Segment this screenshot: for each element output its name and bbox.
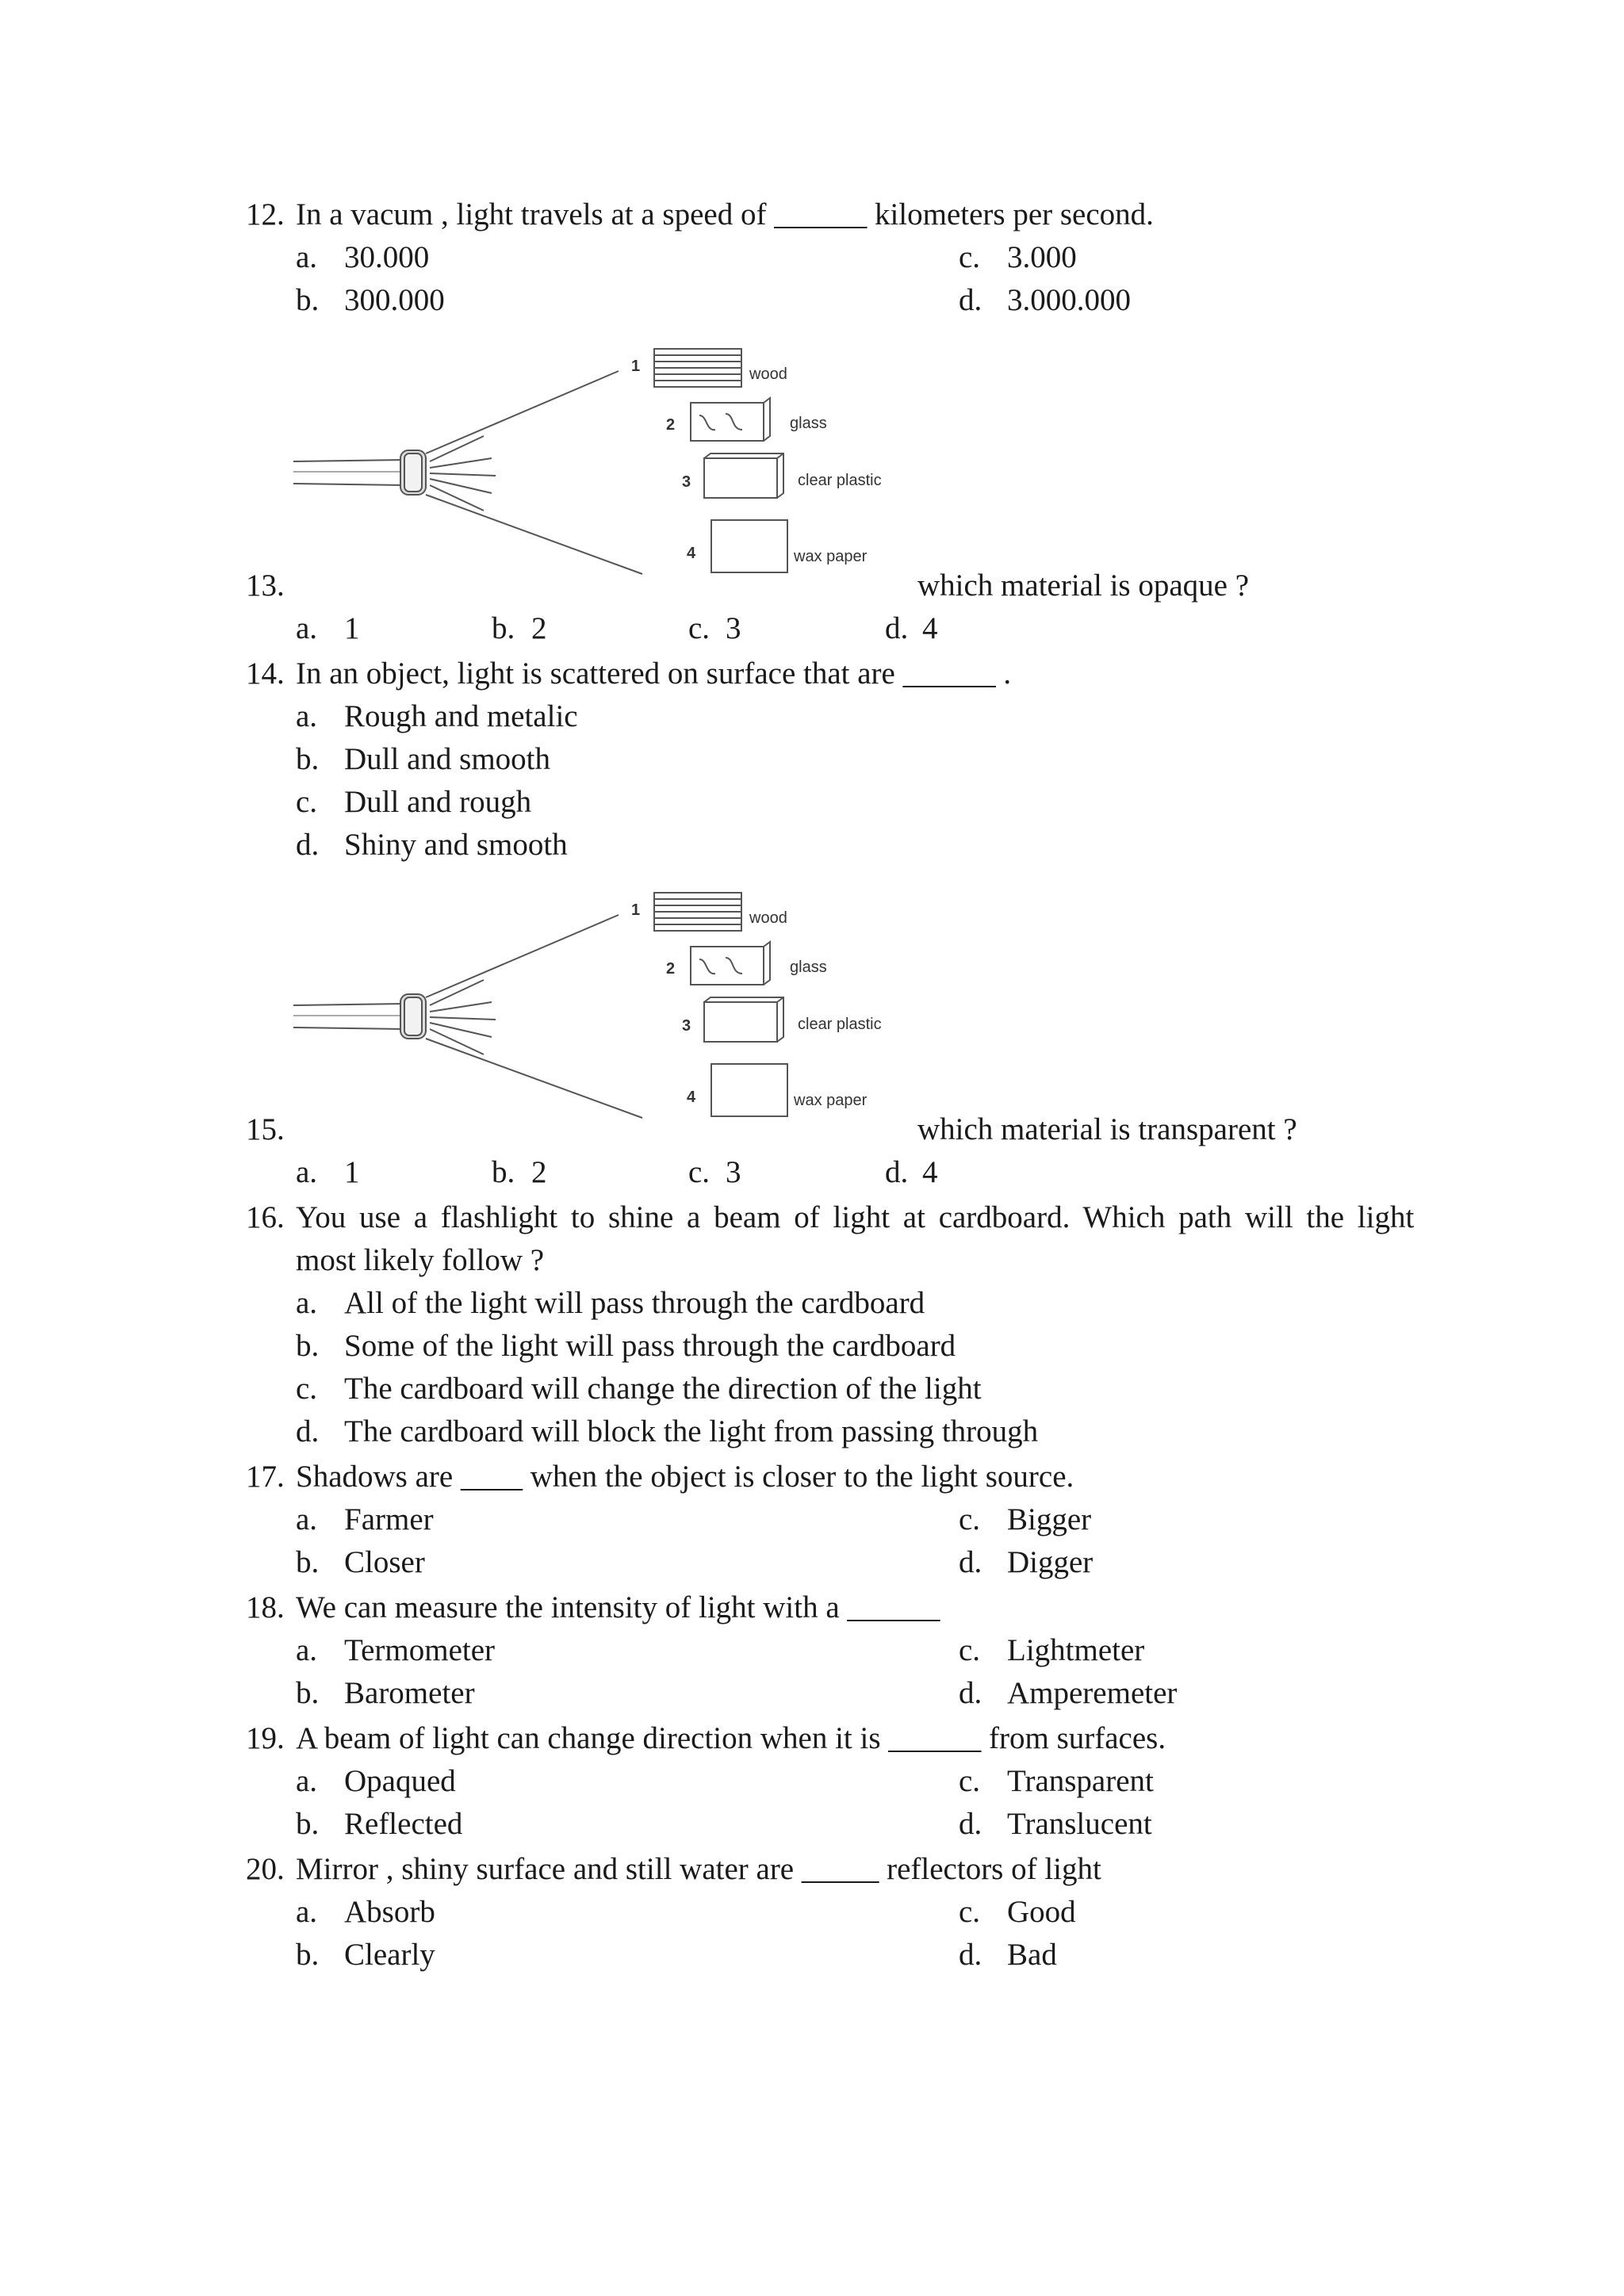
q20-option-d-text: Bad bbox=[1007, 1938, 1057, 1972]
question-12-number: 12. bbox=[246, 197, 285, 232]
q19-option-a-text: Opaqued bbox=[344, 1764, 456, 1798]
q15-option-a-letter: a. bbox=[296, 1155, 318, 1189]
q15-option-c-letter: c. bbox=[688, 1155, 710, 1189]
q19-option-a-letter: a. bbox=[296, 1764, 318, 1798]
q20-option-d-letter: d. bbox=[959, 1938, 982, 1972]
q14-option-d-letter: d. bbox=[296, 828, 320, 862]
diagram2-item-2-label: glass bbox=[790, 959, 827, 976]
question-13-number: 13. bbox=[246, 568, 285, 603]
flashlight-materials-diagram-2 bbox=[293, 886, 928, 1124]
diagram1-item-3-label: clear plastic bbox=[798, 472, 882, 489]
q16-option-c-letter: c. bbox=[296, 1372, 318, 1406]
diagram2-item-3-label: clear plastic bbox=[798, 1016, 882, 1033]
question-15-number: 15. bbox=[246, 1112, 285, 1146]
diagram1-item-2-number: 2 bbox=[666, 416, 676, 434]
q15-option-d-letter: d. bbox=[885, 1155, 909, 1189]
question-16-number: 16. bbox=[246, 1200, 285, 1234]
q13-option-d-letter: d. bbox=[885, 611, 909, 645]
q17-option-b-letter: b. bbox=[296, 1545, 320, 1579]
q15-option-a-text: 1 bbox=[344, 1155, 360, 1189]
question-17-text: Shadows are ____ when the object is closer to the light source. bbox=[296, 1460, 1074, 1494]
q16-option-a-letter: a. bbox=[296, 1286, 318, 1320]
diagram1-item-1-label: wood bbox=[749, 365, 787, 383]
diagram1-item-2-label: glass bbox=[790, 415, 827, 432]
q12-option-c-letter: c. bbox=[959, 240, 981, 274]
question-20-text: Mirror , shiny surface and still water are _____ reflectors of light bbox=[296, 1852, 1101, 1886]
q19-option-d-letter: d. bbox=[959, 1807, 982, 1841]
q14-option-d-text: Shiny and smooth bbox=[344, 828, 568, 862]
q16-option-d-letter: d. bbox=[296, 1414, 320, 1448]
q17-option-c-text: Bigger bbox=[1007, 1502, 1092, 1536]
q16-option-b-letter: b. bbox=[296, 1329, 320, 1363]
q18-option-d-letter: d. bbox=[959, 1676, 982, 1710]
flashlight-materials-diagram-1 bbox=[293, 342, 928, 580]
q14-option-a-text: Rough and metalic bbox=[344, 699, 578, 733]
q20-option-b-text: Clearly bbox=[344, 1938, 435, 1972]
q12-option-a-letter: a. bbox=[296, 240, 318, 274]
q13-option-c-letter: c. bbox=[688, 611, 710, 645]
question-19-number: 19. bbox=[246, 1721, 285, 1755]
q20-option-c-text: Good bbox=[1007, 1895, 1076, 1929]
q13-option-c-text: 3 bbox=[726, 611, 741, 645]
question-12-text: In a vacum , light travels at a speed of ______ kilometers per second. bbox=[296, 197, 1154, 232]
q15-option-b-letter: b. bbox=[492, 1155, 515, 1189]
q13-option-b-letter: b. bbox=[492, 611, 515, 645]
question-16-text-line1: You use a flashlight to shine a beam of light at cardboard. Which path will the light bbox=[296, 1200, 1415, 1234]
question-19-text: A beam of light can change direction when it is ______ from surfaces. bbox=[296, 1721, 1166, 1755]
question-15-text: which material is transparent ? bbox=[917, 1112, 1297, 1146]
question-13-text: which material is opaque ? bbox=[917, 568, 1250, 603]
diagram2-item-4-label: wax paper bbox=[794, 1092, 868, 1109]
q16-option-b-text: Some of the light will pass through the cardboard bbox=[344, 1329, 956, 1363]
q20-option-b-letter: b. bbox=[296, 1938, 320, 1972]
q17-option-d-letter: d. bbox=[959, 1545, 982, 1579]
q14-option-c-letter: c. bbox=[296, 785, 318, 819]
diagram1-item-3-number: 3 bbox=[682, 473, 691, 491]
q12-option-d-letter: d. bbox=[959, 283, 982, 317]
question-17-number: 17. bbox=[246, 1460, 285, 1494]
question-14-number: 14. bbox=[246, 656, 285, 691]
q20-option-a-letter: a. bbox=[296, 1895, 318, 1929]
q17-option-d-text: Digger bbox=[1007, 1545, 1094, 1579]
q16-option-a-text: All of the light will pass through the cardboard bbox=[344, 1286, 925, 1320]
q18-option-b-text: Barometer bbox=[344, 1676, 475, 1710]
diagram2-item-3-number: 3 bbox=[682, 1017, 691, 1035]
diagram1-item-4-label: wax paper bbox=[794, 548, 868, 565]
q16-option-d-text: The cardboard will block the light from passing through bbox=[344, 1414, 1039, 1448]
q17-option-a-letter: a. bbox=[296, 1502, 318, 1536]
q12-option-b-letter: b. bbox=[296, 283, 320, 317]
q18-option-b-letter: b. bbox=[296, 1676, 320, 1710]
q12-option-a-text: 30.000 bbox=[344, 240, 430, 274]
q12-option-c-text: 3.000 bbox=[1007, 240, 1077, 274]
q17-option-c-letter: c. bbox=[959, 1502, 981, 1536]
question-14-text: In an object, light is scattered on surface that are ______ . bbox=[296, 656, 1012, 691]
q19-option-c-letter: c. bbox=[959, 1764, 981, 1798]
q14-option-a-letter: a. bbox=[296, 699, 318, 733]
diagram2-item-4-number: 4 bbox=[687, 1089, 696, 1106]
q18-option-d-text: Amperemeter bbox=[1007, 1676, 1178, 1710]
diagram2-item-2-number: 2 bbox=[666, 960, 676, 978]
q15-option-c-text: 3 bbox=[726, 1155, 741, 1189]
q13-option-b-text: 2 bbox=[531, 611, 547, 645]
question-18-number: 18. bbox=[246, 1590, 285, 1624]
q20-option-a-text: Absorb bbox=[344, 1895, 435, 1929]
q19-option-d-text: Translucent bbox=[1007, 1807, 1152, 1841]
q14-option-c-text: Dull and rough bbox=[344, 785, 532, 819]
question-16-text-line2: most likely follow ? bbox=[296, 1243, 545, 1277]
q15-option-b-text: 2 bbox=[531, 1155, 547, 1189]
q18-option-a-text: Termometer bbox=[344, 1633, 496, 1667]
q19-option-b-letter: b. bbox=[296, 1807, 320, 1841]
diagram2-item-1-label: wood bbox=[749, 909, 787, 927]
diagram1-item-4-number: 4 bbox=[687, 545, 696, 562]
q17-option-a-text: Farmer bbox=[344, 1502, 434, 1536]
q18-option-a-letter: a. bbox=[296, 1633, 318, 1667]
q14-option-b-letter: b. bbox=[296, 742, 320, 776]
q14-option-b-text: Dull and smooth bbox=[344, 742, 550, 776]
question-18-text: We can measure the intensity of light with a ______ bbox=[296, 1590, 940, 1624]
q12-option-d-text: 3.000.000 bbox=[1007, 283, 1131, 317]
q18-option-c-letter: c. bbox=[959, 1633, 981, 1667]
diagram1-item-1-number: 1 bbox=[631, 358, 641, 375]
q13-option-a-text: 1 bbox=[344, 611, 360, 645]
q19-option-b-text: Reflected bbox=[344, 1807, 463, 1841]
q18-option-c-text: Lightmeter bbox=[1007, 1633, 1145, 1667]
q13-option-d-text: 4 bbox=[922, 611, 938, 645]
q16-option-c-text: The cardboard will change the direction of the light bbox=[344, 1372, 982, 1406]
diagram2-item-1-number: 1 bbox=[631, 901, 641, 919]
q19-option-c-text: Transparent bbox=[1007, 1764, 1154, 1798]
q17-option-b-text: Closer bbox=[344, 1545, 425, 1579]
q13-option-a-letter: a. bbox=[296, 611, 318, 645]
q12-option-b-text: 300.000 bbox=[344, 283, 445, 317]
question-20-number: 20. bbox=[246, 1852, 285, 1886]
q20-option-c-letter: c. bbox=[959, 1895, 981, 1929]
q15-option-d-text: 4 bbox=[922, 1155, 938, 1189]
